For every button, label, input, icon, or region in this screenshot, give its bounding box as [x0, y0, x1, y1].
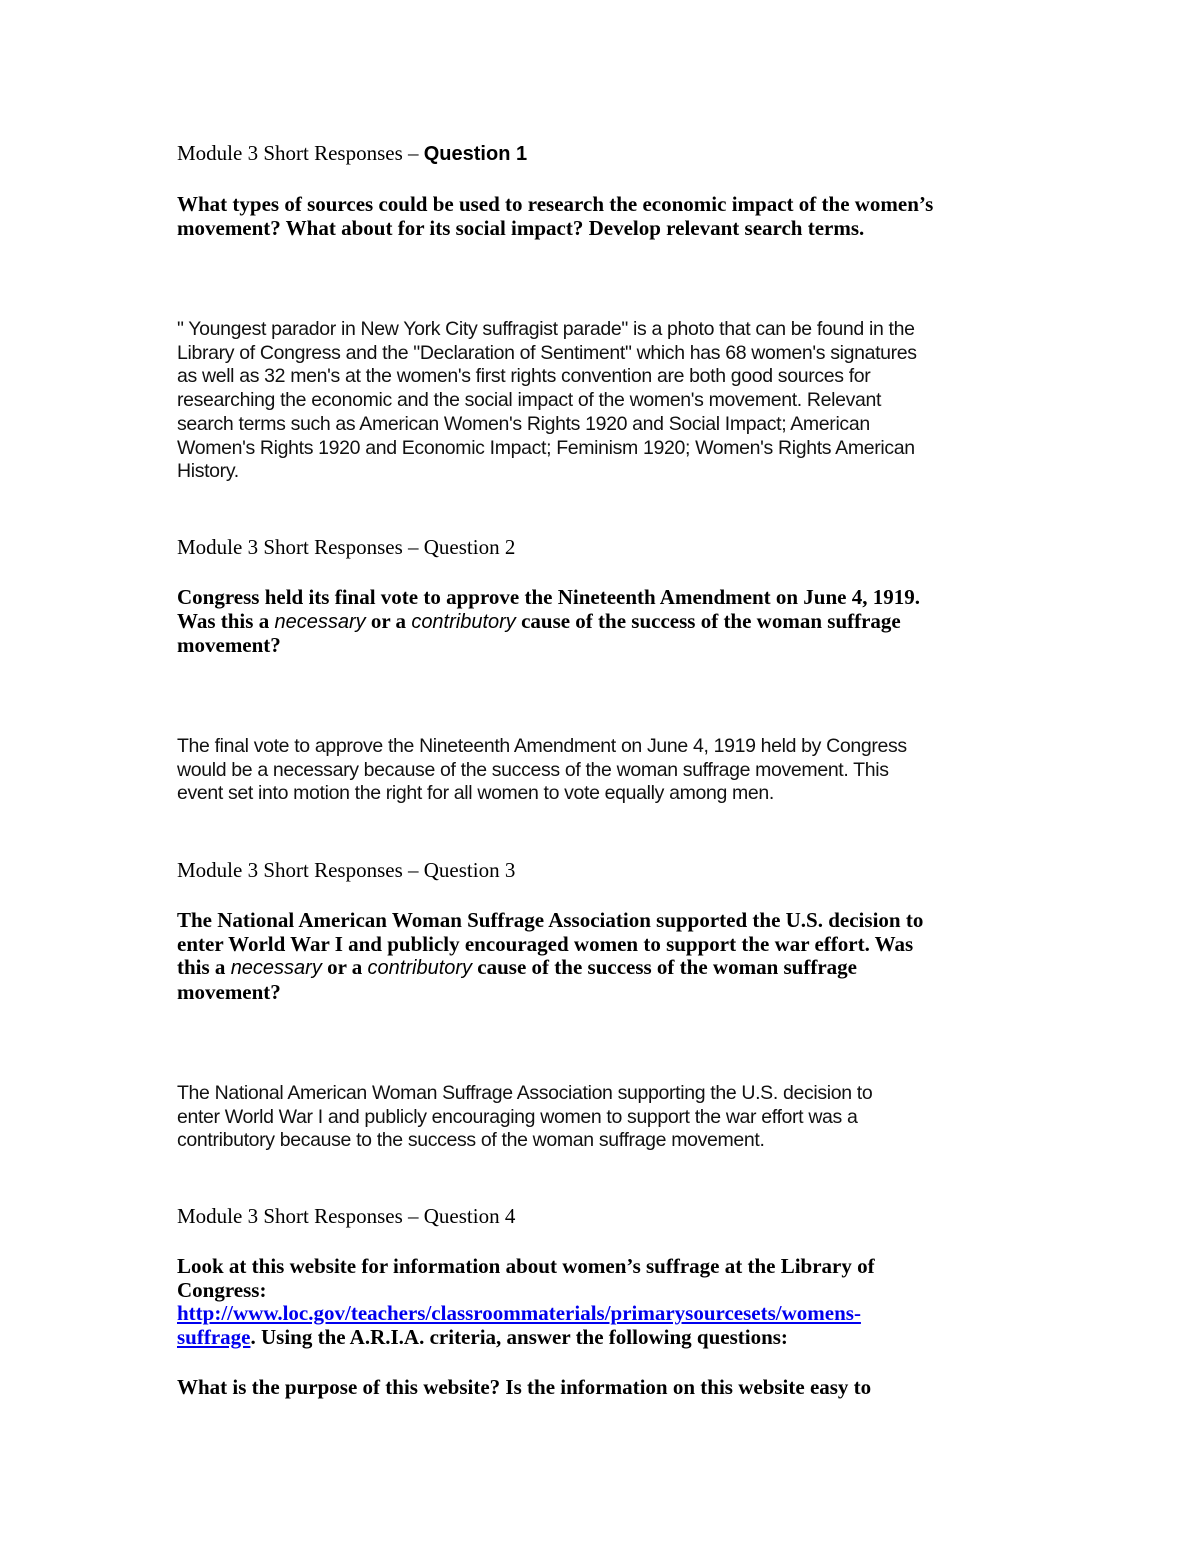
q1-answer-line: Library of Congress and the "Declaration of Sentiment" which has 68 women's signatures [177, 341, 917, 364]
q2-answer [177, 735, 1037, 806]
q1-answer-line: Women's Rights 1920 and Economic Impact; Feminism 1920; Women's Rights American [177, 436, 915, 459]
q4-question-line: Look at this website for information about women’s suffrage at the Library of [177, 1254, 875, 1278]
q3-heading: Module 3 Short Responses – Question 3 [177, 858, 516, 882]
q2-heading: Module 3 Short Responses – Question 2 [177, 535, 516, 559]
q1-answer-line: researching the economic and the social impact of the women's movement. Relevant [177, 389, 882, 412]
loc-womens-suffrage-link[interactable]: http://www.loc.gov/teachers/classroommaterials/primarysourcesets/womens- [177, 1301, 861, 1325]
q3-question-text: or a [321, 955, 368, 979]
q4-after-link-text: . Using the A.R.I.A. criteria, answer the following questions: [250, 1324, 788, 1349]
q1-answer-line: as well as 32 men's at the women's first rights convention are both good sources for [177, 365, 871, 388]
q2-question-line: movement? [177, 633, 281, 657]
q1-question [177, 193, 1037, 240]
contributory-term: contributory [411, 610, 516, 633]
q1-heading-label: Question 1 [423, 143, 528, 165]
q1-answer [177, 318, 1037, 484]
q3-question-line [177, 956, 1037, 981]
q3-question-text: this a [177, 955, 231, 979]
q2-question-text: or a [365, 608, 412, 633]
q4-link-line [177, 1302, 1037, 1326]
q4-sub-question: What is the purpose of this website? Is the information on this website easy to [177, 1375, 872, 1399]
contributory-term: contributory [367, 957, 473, 979]
q1-heading [177, 141, 527, 166]
loc-womens-suffrage-link-continued[interactable]: suffrage [177, 1324, 251, 1349]
q2-answer-line: would be a necessary because of the success of the woman suffrage movement. This [177, 758, 889, 781]
q2-question-line: Congress held its final vote to approve the Nineteenth Amendment on June 4, 1919. [177, 585, 920, 609]
q4-question [177, 1255, 1037, 1349]
q2-answer-line: event set into motion the right for all women to vote equally among men. [177, 782, 774, 805]
q3-answer-line: contributory because to the success of the woman suffrage movement. [177, 1129, 765, 1152]
q1-answer-line: History. [177, 460, 239, 483]
q2-question-text: cause of the success of the woman suffrage [515, 608, 901, 633]
q3-question-text: cause of the success of the woman suffrage [472, 955, 857, 979]
q3-question-line: The National American Woman Suffrage Association supported the U.S. decision to [177, 908, 924, 932]
q4-link-line [177, 1326, 1037, 1350]
q1-heading-prefix: Module 3 Short Responses – [177, 141, 424, 165]
q2-question-line [177, 610, 1037, 635]
q2-question [177, 586, 1037, 658]
necessary-term: necessary [274, 610, 366, 633]
q3-question [177, 909, 1037, 1004]
q2-question-text: Was this a [177, 608, 275, 633]
q3-question-line: enter World War I and publicly encouraged women to support the war effort. Was [177, 931, 914, 956]
q3-answer [177, 1082, 1037, 1153]
q3-answer-line: The National American Woman Suffrage Association supporting the U.S. decision to [177, 1082, 873, 1104]
q1-question-line: movement? What about for its social impact? Develop relevant search terms. [177, 215, 865, 240]
q3-question-line: movement? [177, 979, 281, 1004]
q2-answer-line: The final vote to approve the Nineteenth Amendment on June 4, 1919 held by Congress [177, 735, 907, 757]
q1-question-line: What types of sources could be used to research the economic impact of the women’s [177, 192, 934, 216]
q4-heading: Module 3 Short Responses – Question 4 [177, 1204, 516, 1228]
q3-answer-line: enter World War I and publicly encouraging women to support the war effort was a [177, 1105, 858, 1128]
q1-answer-line: search terms such as American Women's Rights 1920 and Social Impact; American [177, 412, 870, 435]
q4-question-line: Congress: [177, 1277, 267, 1302]
necessary-term: necessary [230, 957, 322, 979]
q1-answer-line: " Youngest parador in New York City suffragist parade" is a photo that can be found in the [177, 318, 915, 340]
